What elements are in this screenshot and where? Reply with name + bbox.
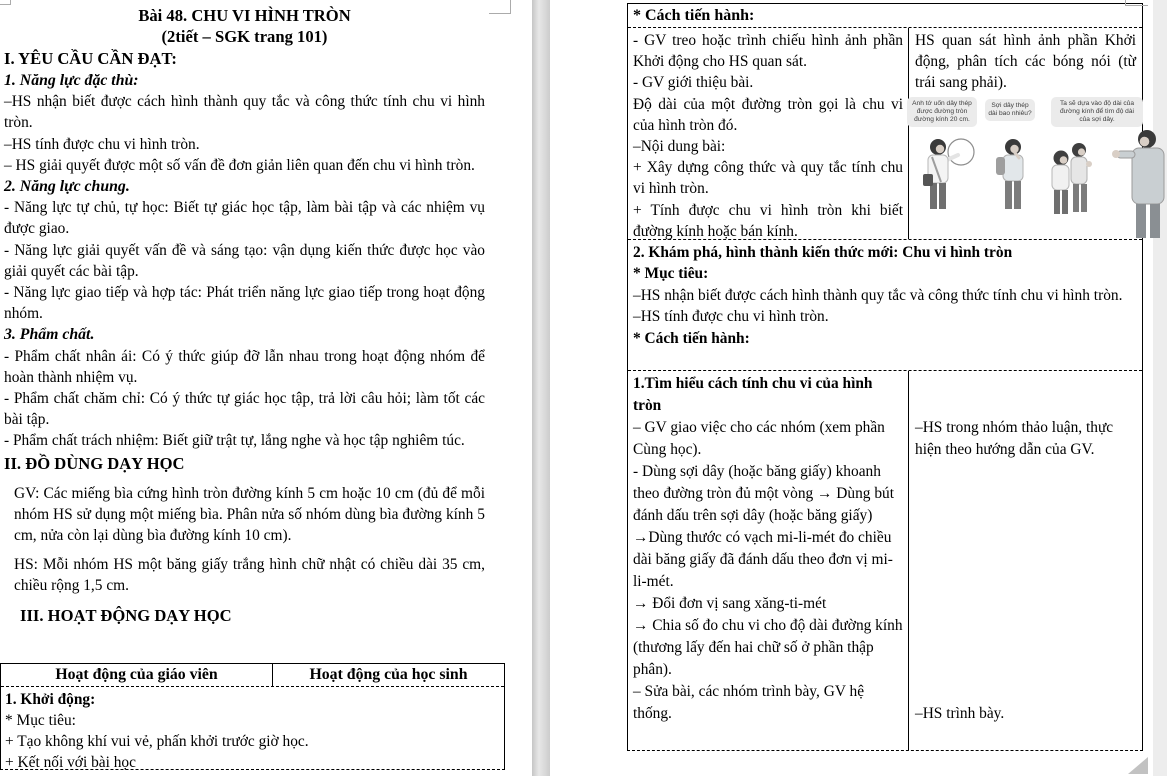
row-find-circumference (628, 371, 1142, 750)
paragraph: –HS nhận biết được cách hình thành quy tắc và công thức tính chu vi hình tròn. (4, 93, 485, 132)
lesson-flow-table (627, 3, 1143, 751)
paragraph: - GV treo hoặc trình chiếu hình ảnh phần Khởi động cho HS quan sát. (633, 32, 903, 71)
paragraph: –HS nhận biết được cách hình thành quy tắc và công thức tính chu vi hình tròn. (633, 286, 1123, 304)
margin-mark-icon (510, 0, 511, 14)
page-gutter (532, 0, 550, 776)
activities-table-header (1, 664, 504, 687)
teacher-cell-warmup (628, 28, 909, 239)
margin-mark-icon (489, 13, 511, 14)
paragraph: II. ĐỒ DÙNG DẠY HỌC (4, 453, 185, 473)
paragraph: –Nội dung bài: (633, 138, 726, 156)
speech-bubble-2: Sợi dây thép dài bao nhiêu? (985, 99, 1035, 121)
paragraph: - Năng lực tự chủ, tự học: Biết tự giác học tập, làm bài tập và các nhiệm vụ được giao. (4, 199, 485, 238)
paragraph: I. YÊU CẦU CẦN ĐẠT: (4, 49, 177, 68)
paragraph: + Kết nối với bài học (5, 754, 136, 771)
paragraph: 2. Khám phá, hình thành kiến thức mới: Chu vi hình tròn (633, 244, 1013, 261)
page-1-paragraphs (4, 48, 485, 627)
paragraph: 1.Tìm hiểu cách tính chu vi của hình tròn (633, 375, 873, 414)
paragraph: –HS tính được chu vi hình tròn. (4, 135, 200, 153)
paragraph: 2. Năng lực chung. (4, 178, 130, 196)
paragraph: – HS giải quyết được một số vấn đề đơn giản liên quan đến chu vi hình tròn. (4, 156, 475, 174)
paragraph: HS: Mỗi nhóm HS một băng giấy trắng hình chữ nhật có chiều dài 35 cm, chiều rộng 1,5 cm. (14, 556, 485, 595)
paragraph: →Dùng thước có vạch mi-li-mét đo chiều dài băng giấy đã đánh dấu theo đơn vị mi-li-mét. (633, 529, 893, 590)
paragraph: → Chia số đo chu vi cho độ dài đường kính (thương lấy đến hai chữ số ở phần thập phân). (633, 617, 903, 678)
student-cell-warmup (909, 28, 1142, 239)
paragraph: - Dùng sợi dây (hoặc băng giấy) khoanh theo đường tròn đủ một vòng → Dùng bút đánh dấu trên sợi dây (hoặc băng giấy) (633, 463, 895, 524)
student-present-text: –HS trình bày. (915, 705, 1005, 722)
speech-bubble-1: Anh tớ uốn dây thép được đường tròn đường kính 20 cm. (907, 97, 977, 127)
activities-table (0, 663, 505, 770)
paragraph: - Phẩm chất trách nhiệm: Biết giữ trật tự, lắng nghe và học tập nghiêm túc. (4, 432, 465, 450)
paragraph: * Mục tiêu: (633, 265, 709, 283)
paragraph: Độ dài của một đường tròn gọi là chu vi của hình tròn đó. (633, 95, 903, 134)
paragraph: + Tạo không khí vui vẻ, phấn khởi trước giờ học. (5, 733, 309, 750)
paragraph: III. HOẠT ĐỘNG DẠY HỌC (20, 605, 232, 625)
students-illustration (903, 94, 1167, 240)
paragraph: → Đổi đơn vị sang xăng-ti-mét (633, 595, 827, 612)
margin-mark-icon (0, 4, 10, 5)
teacher-cell-explore (628, 371, 909, 750)
header-student-activities: Hoạt động của học sinh (309, 666, 468, 683)
lesson-title: Bài 48. CHU VI HÌNH TRÒN (138, 6, 351, 25)
row-method-label: * Cách tiến hành: (628, 4, 1142, 28)
paragraph: + Tính được chu vi hình tròn khi biết đường kính hoặc bán kính. (633, 201, 903, 240)
row-warmup-activities (628, 28, 1142, 240)
page-1-body (4, 5, 485, 627)
cartoon-figures (903, 124, 1167, 238)
student-discuss-text: –HS trong nhóm thảo luận, thực hiện theo hướng dẫn của GV. (915, 419, 1114, 458)
student-cell-explore (909, 371, 1142, 750)
paragraph: 1. Năng lực đặc thù: (4, 72, 139, 89)
paragraph: GV: Các miếng bìa cứng hình tròn đường kính 5 cm hoặc 10 cm (đủ để mỗi nhóm HS sử dụng một miếng bìa. Phân nửa số nhóm dùng bìa đường kính 5 cm, nửa còn lại dùng bìa đường kính 10 cm). (14, 484, 485, 545)
paragraph: – GV giao việc cho các nhóm (xem phần Cùng học). (633, 419, 885, 458)
paragraph: 3. Phẩm chất. (4, 326, 95, 344)
margin-mark-icon (10, 0, 11, 5)
paragraph: + Xây dựng công thức và quy tắc tính chu vi hình tròn. (633, 159, 903, 198)
paragraph: - Năng lực giao tiếp và hợp tác: Phát triển năng lực giao tiếp trong hoạt động nhóm. (4, 284, 485, 323)
paragraph: - Phẩm chất chăm chỉ: Có ý thức tự giác học tập, trả lời câu hỏi; làm tốt các bài tập. (4, 390, 485, 429)
paragraph: 1. Khởi động: (5, 691, 96, 708)
paragraph: * Cách tiến hành: (633, 329, 750, 347)
speech-bubble-3: Ta sẽ dựa vào độ dài của đường kính để tìm độ dài của sợi dây. (1051, 97, 1143, 127)
student-observe-text: HS quan sát hình ảnh phần Khởi động, phân tích các bóng nói (từ trái sang phải). (915, 32, 1136, 92)
paragraph: - Phẩm chất nhân ái: Có ý thức giúp đỡ lẫn nhau trong hoạt động nhóm để hoàn thành nhiệm vụ. (4, 347, 485, 386)
page-2[interactable] (550, 0, 1167, 776)
row-explore-section (628, 240, 1142, 371)
paragraph: * Mục tiêu: (5, 712, 76, 729)
margin-mark-icon (1125, 5, 1148, 6)
lesson-subtitle: (2tiết – SGK trang 101) (161, 27, 328, 46)
paragraph: - Năng lực giải quyết vấn đề và sáng tạo: vận dụng kiến thức được học vào giải quyết các bài tập. (4, 241, 485, 280)
page-1[interactable] (0, 0, 532, 776)
margin-mark-icon (1125, 0, 1126, 6)
paragraph: – Sửa bài, các nhóm trình bày, GV hệ thống. (633, 683, 865, 722)
paragraph: - GV giới thiệu bài. (633, 74, 754, 92)
header-teacher-activities: Hoạt động của giáo viên (1, 664, 273, 686)
paragraph: –HS tính được chu vi hình tròn. (633, 308, 829, 326)
activities-table-row-warmup (1, 687, 504, 775)
